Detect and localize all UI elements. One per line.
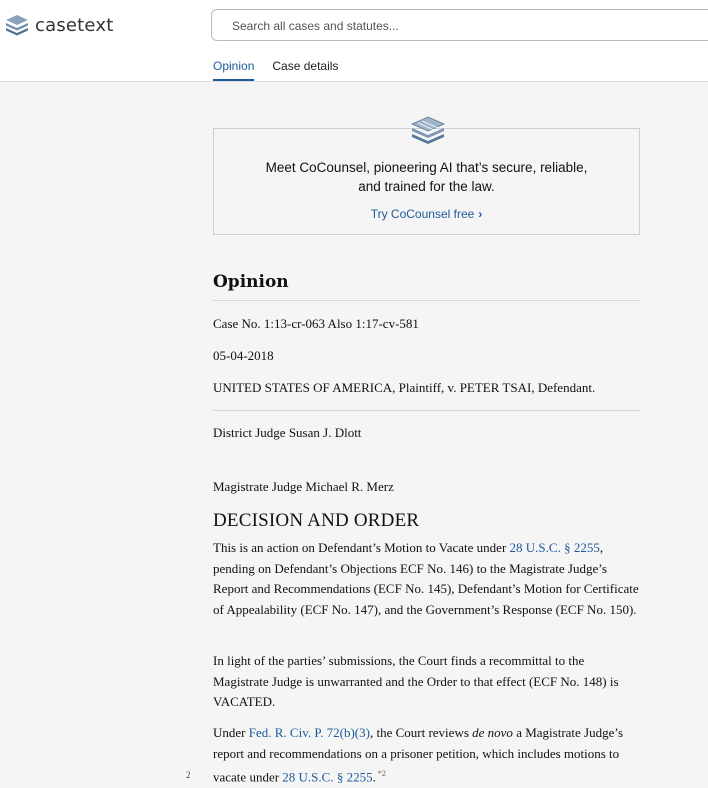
search-input[interactable] xyxy=(230,10,694,42)
district-judge: District Judge Susan J. Dlott xyxy=(213,425,362,440)
italic-text: de novo xyxy=(472,725,513,740)
casetext-logo[interactable] xyxy=(4,12,114,38)
paragraph-text: Under xyxy=(213,725,249,740)
rule-link-fed-r-civ-p-72[interactable]: Fed. R. Civ. P. 72(b)(3) xyxy=(248,725,370,740)
case-parties: UNITED STATES OF AMERICA, Plaintiff, v. PETER TSAI, Defendant. xyxy=(213,380,596,395)
statute-link-28-usc-2255[interactable]: 28 U.S.C. § 2255 xyxy=(282,769,373,785)
decision-title: DECISION AND ORDER xyxy=(213,510,420,531)
paragraph-text: This is an action on Defendant’s Motion to Vacate under xyxy=(213,540,510,555)
try-cocounsel-label: Try CoCounsel free xyxy=(370,207,475,221)
paragraph-text: a Magistrate Judge’s report and recommendations on a prisoner petition, which includes motions to vacate under xyxy=(213,725,624,785)
top-header xyxy=(0,0,708,82)
casetext-logo-icon xyxy=(4,13,30,37)
search-box[interactable] xyxy=(211,9,708,41)
opinion-heading: Opinion xyxy=(213,272,289,292)
chevron-right-icon: › xyxy=(478,207,483,221)
opinion-paragraph-1 xyxy=(213,538,643,620)
logo-text: casetext xyxy=(35,14,114,36)
magistrate-judge: Magistrate Judge Michael R. Merz xyxy=(213,479,394,494)
cocounsel-promo-card xyxy=(213,128,640,235)
tab-case-details[interactable]: Case details xyxy=(272,59,339,73)
page-number: 2 xyxy=(186,770,191,780)
paragraph-text: . xyxy=(372,769,376,785)
cocounsel-stack-icon xyxy=(409,115,447,147)
tab-bar xyxy=(213,57,356,81)
divider xyxy=(213,410,640,411)
paragraph-text: , the Court reviews xyxy=(369,725,473,740)
promo-line-2: and trained for the law. xyxy=(358,179,495,194)
promo-line-1: Meet CoCounsel, pioneering AI that’s secure, reliable, xyxy=(265,160,588,175)
statute-link-28-usc-2255[interactable]: 28 U.S.C. § 2255 xyxy=(509,540,600,555)
page-marker: *2 xyxy=(375,769,386,778)
tab-opinion[interactable]: Opinion xyxy=(213,57,254,81)
opinion-paragraph-2: In light of the parties’ submissions, the Court finds a recommittal to the Magistrate Judge is unwarranted and the Order to that effect (ECF No. 148) is VACATED. xyxy=(213,653,619,709)
paragraph-text: , pending on Defendant’s Objections ECF No. 146) to the Magistrate Judge’s Report and Recommendations (ECF No. 145), Defendant’s Motion for Certificate of Appealability (ECF No. 147), and the Government’s Response (ECF No. 150). xyxy=(213,540,639,617)
opinion-paragraph-3 xyxy=(213,723,643,788)
divider xyxy=(213,300,640,301)
case-number: Case No. 1:13-cr-063 Also 1:17-cv-581 xyxy=(213,316,419,331)
promo-text xyxy=(214,158,639,196)
decision-date: 05-04-2018 xyxy=(213,348,274,363)
try-cocounsel-link[interactable] xyxy=(214,207,639,221)
